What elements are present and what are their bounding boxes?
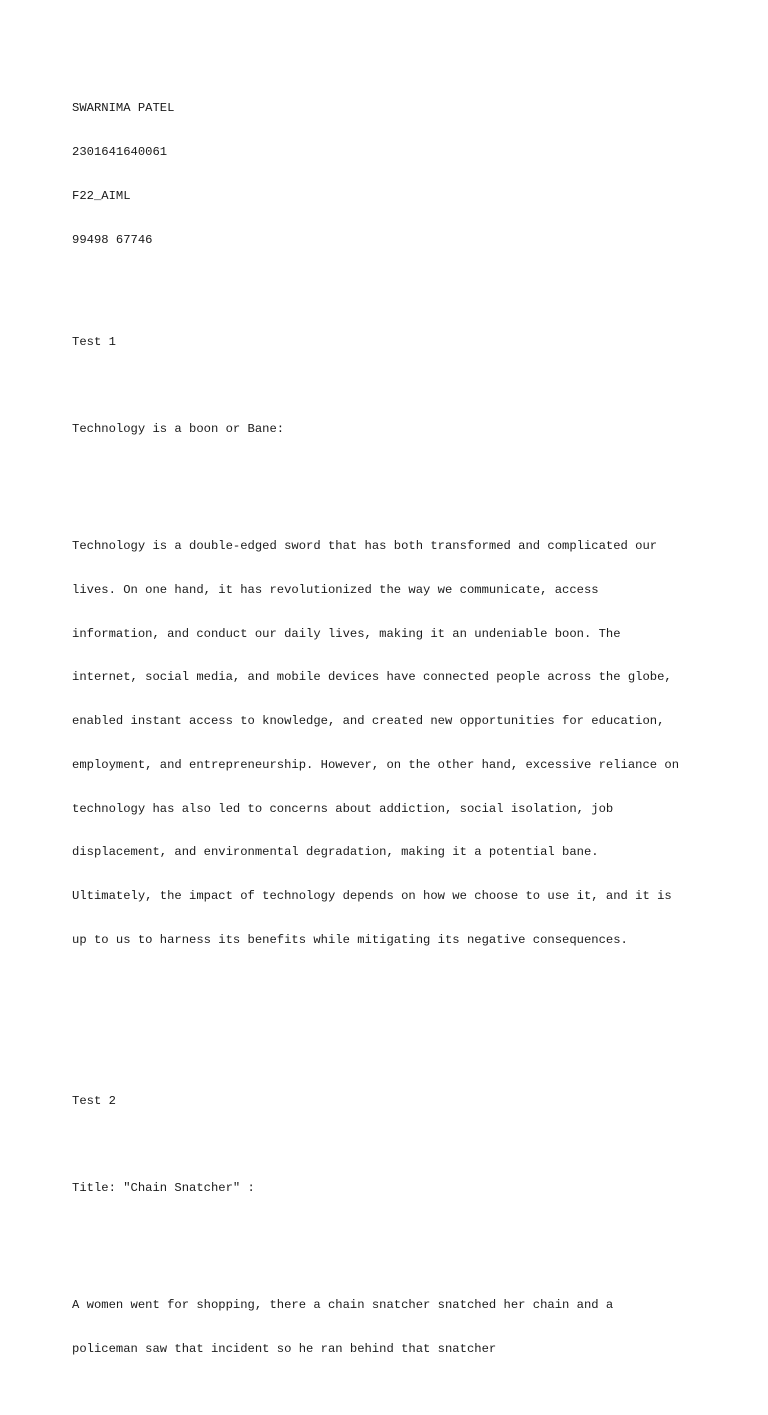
spacer <box>72 1137 712 1152</box>
spacer <box>72 276 712 291</box>
paragraph-line: enabled instant access to knowledge, and created new opportunities for education, <box>72 714 665 729</box>
paragraph-line: lives. On one hand, it has revolutionized the way we communicate, access <box>72 582 599 597</box>
spacer <box>72 378 712 393</box>
paragraph-line: policeman saw that incident so he ran behind that snatcher <box>72 1341 497 1356</box>
test2-label: Test 2 <box>72 1093 116 1108</box>
spacer <box>72 1006 712 1050</box>
test2-title: Title: "Chain Snatcher" : <box>72 1181 255 1196</box>
test2-paragraph <box>72 1269 712 1386</box>
document-body <box>72 72 712 1415</box>
paragraph-line: information, and conduct our daily lives, making it an undeniable boon. The <box>72 626 621 641</box>
author-name: SWARNIMA PATEL <box>72 101 175 116</box>
paragraph-line: displacement, and environmental degradation, making it a potential bane. <box>72 845 599 860</box>
paragraph-line: A women went for shopping, there a chain snatcher snatched her chain and a <box>72 1297 614 1312</box>
paragraph-line: Technology is a double-edged sword that has both transformed and complicated our <box>72 539 658 553</box>
paragraph-line: up to us to harness its benefits while mitigating its negative consequences. <box>72 933 628 948</box>
test1-label: Test 1 <box>72 334 116 349</box>
author-section: F22_AIML <box>72 188 131 203</box>
author-id-number: 2301641640061 <box>72 144 168 159</box>
paragraph-line: employment, and entrepreneurship. However, on the other hand, excessive reliance on <box>72 757 680 772</box>
test1-paragraph <box>72 510 712 977</box>
paragraph-line: internet, social media, and mobile devices have connected people across the globe, <box>72 670 672 685</box>
spacer <box>72 466 712 481</box>
paragraph-line: Ultimately, the impact of technology depends on how we choose to use it, and it is <box>72 889 672 904</box>
spacer <box>72 1225 712 1240</box>
paragraph-line: technology has also led to concerns about addiction, social isolation, job <box>72 801 614 816</box>
author-phone: 99498 67746 <box>72 232 153 247</box>
test1-title: Technology is a boon or Bane: <box>72 422 285 437</box>
